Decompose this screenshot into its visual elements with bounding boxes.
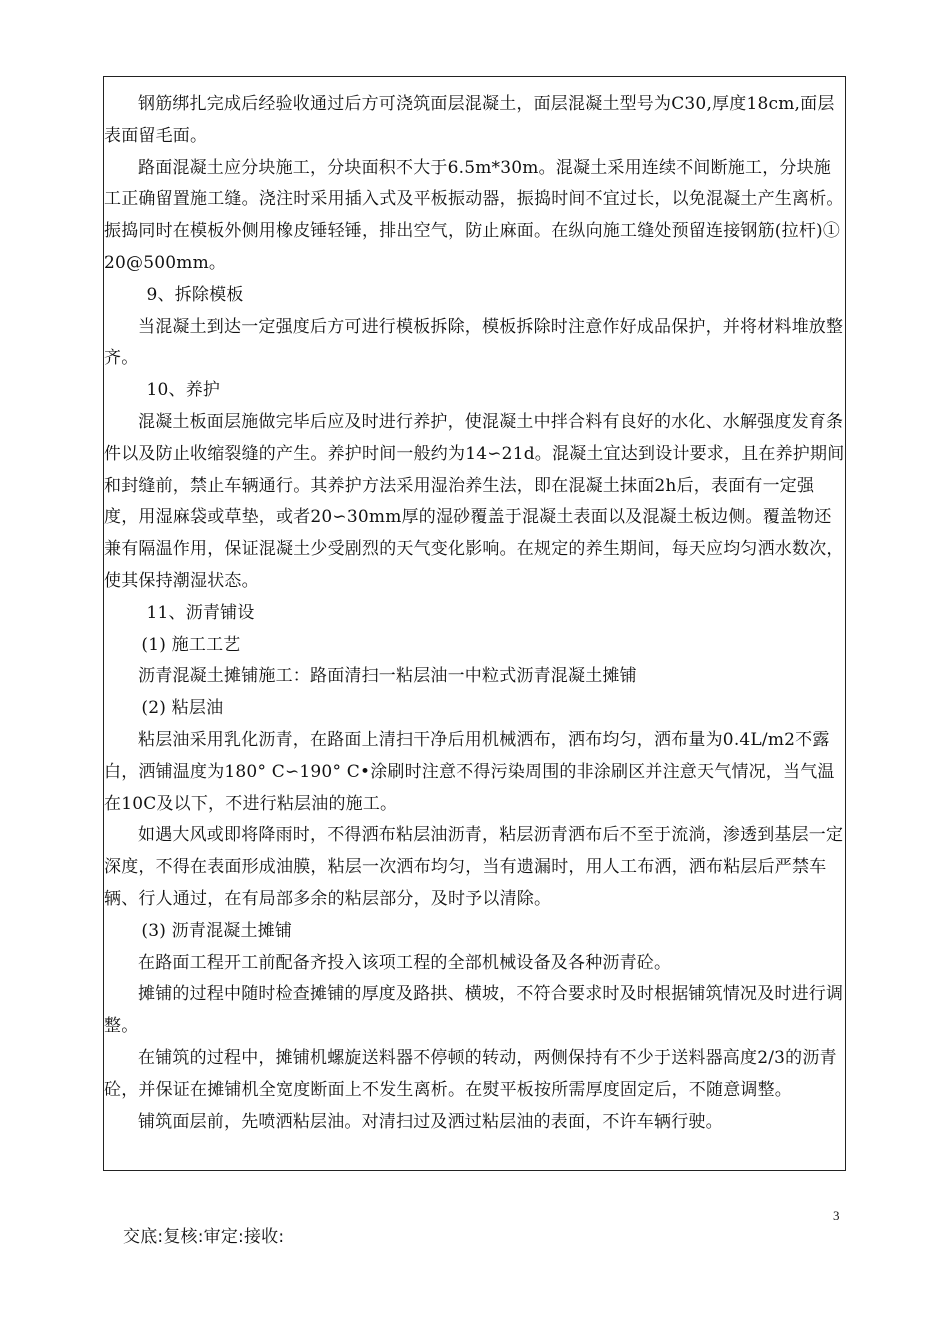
paragraph: 路面混凝土应分块施工，分块面积不大于6.5m*30m。混凝土采用连续不间断施工，分块施工正确留置施工缝。浇注时采用插入式及平板振动器，振捣时间不宜过长，以免混凝土产生离析。振捣同时在模板外侧用橡皮锤轻锤，排出空气，防止麻面。在纵向施工缝处预留连接钢筋(拉杆)①20@500mm。: [104, 157, 844, 273]
subsection-heading: (2) 粘层油: [141, 698, 224, 719]
paragraph: 粘层油采用乳化沥青，在路面上清扫干净后用机械洒布，洒布均匀，洒布量为0.4L/m2不露白，洒铺温度为180° C∽190° C•涂刷时注意不得污染周围的非涂刷区并注意天气情况，当气温在10C及以下，不进行粘层油的施工。: [104, 729, 835, 814]
document-body: [104, 77, 845, 1138]
content-box: [103, 76, 846, 1171]
paragraph: 混凝土板面层施做完毕后应及时进行养护，使混凝土中拌合料有良好的水化、水解强度发育条件以及防止收缩裂缝的产生。养护时间一般约为14∽21d。混凝土宜达到设计要求，且在养护期间和封缝前，禁止车辆通行。其养护方法采用湿治养生法，即在混凝土抹面2h后，表面有一定强度，用湿麻袋或草垫，或者20∽30mm厚的湿砂覆盖于混凝土表面以及混凝土板边侧。覆盖物还兼有隔温作用，保证混凝土少受剧烈的天气变化影响。在规定的养生期间，每天应均匀洒水数次，使其保持潮湿状态。: [104, 411, 845, 591]
paragraph: 在铺筑的过程中，摊铺机螺旋送料器不停顿的转动，两侧保持有不少于送料器高度2/3的沥青砼，并保证在摊铺机全宽度断面上不发生离析。在熨平板按所需厚度固定后，不随意调整。: [104, 1047, 837, 1100]
paragraph: 摊铺的过程中随时检查摊铺的厚度及路拱、横坡，不符合要求时及时根据铺筑情况及时进行调整。: [104, 984, 844, 1037]
section-heading: 11、沥青铺设: [146, 602, 255, 623]
section-heading: 10、养护: [146, 380, 221, 401]
signature-line: 交底:复核:审定:接收:: [123, 1227, 285, 1247]
subsection-heading: (1) 施工工艺: [141, 634, 241, 655]
paragraph: 沥青混凝土摊铺施工：路面清扫一粘层油一中粒式沥青混凝土摊铺: [138, 666, 637, 687]
paragraph: 钢筋绑扎完成后经验收通过后方可浇筑面层混凝土，面层混凝土型号为C30,厚度18cm,面层表面留毛面。: [104, 94, 835, 146]
paragraph: 当混凝土到达一定强度后方可进行模板拆除，模板拆除时注意作好成品保护，并将材料堆放整齐。: [104, 316, 844, 369]
page-number: 3: [833, 1208, 840, 1223]
subsection-heading: (3) 沥青混凝土摊铺: [141, 920, 293, 941]
paragraph: 铺筑面层前，先喷洒粘层油。对清扫过及洒过粘层油的表面，不许车辆行驶。: [138, 1111, 723, 1132]
paragraph: 在路面工程开工前配备齐投入该项工程的全部机械设备及各种沥青砼。: [138, 952, 672, 973]
paragraph: 如遇大风或即将降雨时，不得洒布粘层油沥青，粘层沥青洒布后不至于流淌，渗透到基层一定深度，不得在表面形成油膜，粘层一次洒布均匀，当有遗漏时，用人工布洒，洒布粘层后严禁车辆、行人通过，在有局部多余的粘层部分，及时予以清除。: [104, 825, 844, 909]
section-heading: 9、拆除模板: [146, 284, 244, 305]
